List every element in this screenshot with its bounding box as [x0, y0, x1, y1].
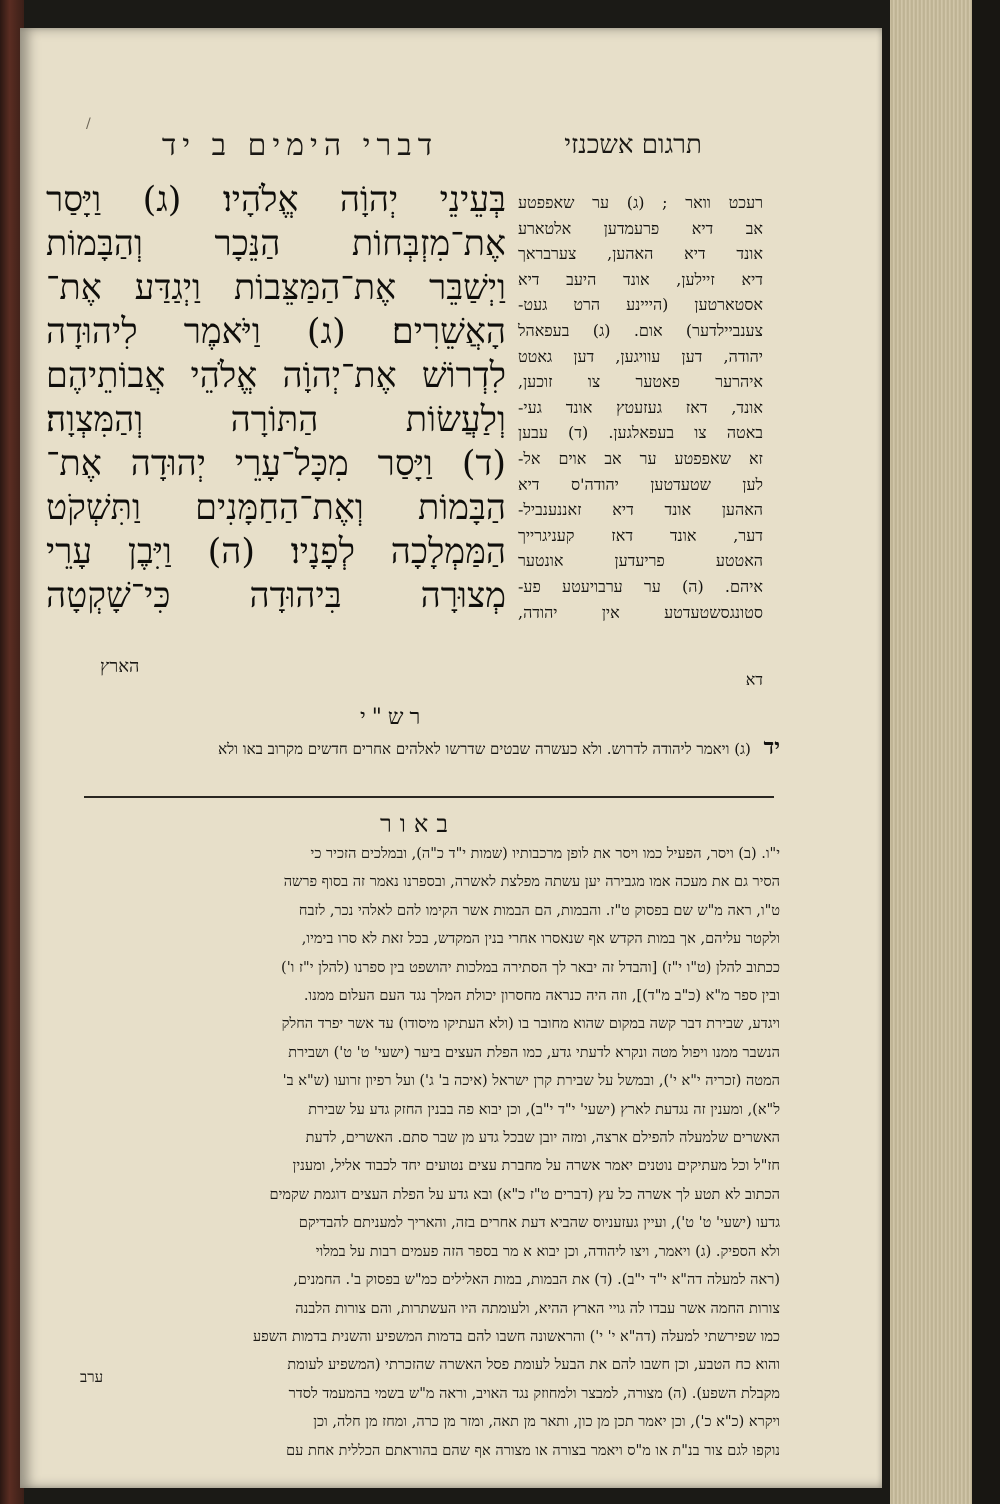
section-divider [84, 796, 774, 798]
targum-line: באטה צו בעפאלגען. (ד) עבען [518, 423, 763, 443]
beur-line: הסיר גם את מעכה אמו מגבירה יען עשתה מפלצת לאשרה, ובספרנו נאמר זה בסוף פרשה [283, 874, 780, 891]
targum-line: איהרער פאטער צו זוכען, [518, 372, 763, 392]
beur-line: האשרים שלמעלה להפילם ארצה, ומזה יובן שבכל גדע מן שבר סתם. האשרים, לדעת [305, 1130, 780, 1147]
scripture-line: מְצוּרָה בִּיהוּדָה כִּי־שָׁקְטָה [46, 576, 506, 616]
targum-line: רעכט וואר ; (ג) ער שאפפטע [518, 193, 763, 212]
pencil-mark: / [86, 116, 91, 132]
beur-line: והוא כח הטבע, וכן חשבו להם את הבעל לעומת פסל האשרה שהזכרתי (המשפיע לעומת [287, 1357, 780, 1374]
targum-column [518, 190, 763, 625]
beur-line: כמו שפירשתי למעלה (דה"א י' י') והראשונה חשבו להם בדמות המשפיע והשנית בדמות השפע [252, 1328, 780, 1345]
beur-line: צורות החמה אשר עבדו לה גויי הארץ ההיא, ולעומתה היו העשתרות, והם צורות הלבנה [295, 1300, 780, 1317]
beur-line: ולא הספיק. (ג) ויאמר, ויצו ליהודה, וכן יבוא א מר בספר הזה פעמים רבות על במלוי [315, 1243, 780, 1260]
beur-line: (ראה למעלה דה"א י"ד י"ב). (ד) את הבמות, במות האלילים כמ"ש בפסוק ב'. החמנים, [293, 1272, 780, 1289]
beur-line: חז"ל וכל מעתיקים נוטנים יאמר אשרה על מחברת עצים נטועים יחד לכבוד אליל, ומענין [292, 1158, 780, 1175]
beur-line: ולקטר עליהם, אך במות הקדש אף שנאסרו אחרי בנין המקדש, בכל זאת לא סרו בימיו, [301, 931, 780, 948]
scripture-line: הַמַּמְלָכָה לְפָנָיו׃ (ה) וַיִּבֶן עָרֵי [46, 532, 506, 572]
beur-commentary [80, 840, 780, 1465]
book-background [972, 0, 1000, 1504]
targum-line: האהען אונד דיא זאננענביל- [518, 500, 763, 520]
running-head-title: דברי הימים ב יד [161, 128, 439, 163]
scripture-line: אֶת־מִזְבְּחוֹת הַנֵּכָר וְהַבָּמוֹת [46, 224, 506, 264]
rashi-heading: רש"י [360, 705, 427, 730]
targum-line: יהודה, דען עוויגען, דען גאטט [518, 346, 763, 366]
rashi-chapter-number: יד [763, 734, 780, 760]
beur-line: ויקרא (כ"א כ'), וכן יאמר תכן מן כון, ותאר מן תאה, ומזר מן כרה, ומחז מן חלה, וכן [313, 1414, 780, 1431]
scripture-line: הַבָּמוֹת וְאֶת־הַחַמָּנִים וַתִּשְׁקֹט [46, 488, 506, 528]
scripture-line: לִדְרוֹשׁ אֶת־יְהוָֹה אֱלֹהֵי אֲבוֹתֵיהֶם [46, 356, 506, 396]
beur-line: ויגדע, שבירת דבר קשה במקום שהוא מחובר בו (ולא העתיקו מיסודו) עד אשר יפרד החלק [281, 1016, 780, 1033]
targum-line: אונד דיא האהען, צערבראך [518, 244, 763, 264]
scripture-line: בְּעֵינֵי יְהוָֹה אֱלֹהָיו׃ (ג) וַיָּסַר [46, 180, 506, 220]
beur-line: הנשבר ממנו ויפול מטה ונקרא לדעתי גדע, כמו הפלת העצים ביער (ישעי' ט' ט') ושבירת [288, 1044, 780, 1061]
beur-line: המטה (זכריה י"א י'), ובמשל על שבירת קרן ישראל (איכה ב' ג') ועל רפיון זרועו (ש"א ב' [282, 1073, 780, 1090]
book-page [20, 28, 882, 1488]
beur-line: נוקפו לגם צור בנ"ת או מ"ס ויאמר בצורה או מצורה אף שהם בהוראתם הכללית אחת עם [286, 1442, 780, 1459]
scripture-line: (ד) וַיָּסַר מִכָּל־עָרֵי יְהוּדָה אֶת־ [46, 444, 506, 484]
targum-catchword: דא [745, 670, 763, 689]
scripture-line: הָאֲשֵׁרִים׃ (ג) וַיֹּאמֶר לִיהוּדָה [46, 312, 506, 352]
targum-line: צענביילדער) אום. (ג) בעפאהל [518, 320, 763, 340]
beur-line: ט"ו, ראה מ"ש שם בפסוק ט"ז. והבמות, הם הבמות אשר הקימו להם לאלהי נכר, לזבח [298, 902, 780, 919]
beur-heading: באור [380, 810, 456, 838]
beur-line: גדעו (ישעי' ט' ט'), ועיין געזעניוס שהביא דעת אחרים בזה, והאריך למעניתם להבדיקם [298, 1215, 780, 1232]
beur-line: ככתוב להלן (ט"ו י"ז) [והבדל זה יבאר לך הסתירה במלכות יהושפט בין ספרנו (להלן י"ז ו') [281, 959, 780, 976]
targum-line: האטטע פריעדען אונטער [518, 551, 763, 571]
targum-line: איהם. (ה) ער ערבויעטע פע- [518, 576, 763, 596]
signature-mark: ערב [80, 1368, 104, 1386]
catchword: הארץ [100, 656, 140, 677]
beur-line: י"ו. (ב) ויסר, הפעיל כמו ויסר את לופן מרכבותיו (שמות י"ד כ"ה), ובמלכים הזכיר כי [310, 846, 780, 862]
beur-line: מקבלת השפע). (ה) מצורה, למבצר ולמחוזק נגד האויב, וראה מ"ש בשמי בהמעמד לסדר [288, 1385, 780, 1402]
targum-line: דיא זיילען, אונד היעב דיא [518, 269, 763, 289]
running-head-translation: תרגום אשכנזי [564, 130, 702, 160]
beur-line: ובין ספר מ"א (כ"ב מ"ד)], וזה היה כנראה מחסרון יכולת המלך נגד העם העלום ממנו. [303, 988, 780, 1005]
scripture-text [46, 178, 506, 618]
scripture-line: וַיְשַׁבֵּר אֶת־הַמַּצֵּבוֹת וַיְגַדַּע אֶת־ [46, 268, 506, 308]
targum-line: אונד, דאז געזעטץ אונד געי- [518, 397, 763, 417]
targum-line: סטונגסשטעדטע אין יהודה, [518, 602, 763, 622]
scripture-line: וְלַעֲשׂוֹת הַתּוֹרָה וְהַמִּצְוָה׃ [46, 400, 506, 440]
rashi-commentary [80, 735, 780, 761]
targum-line: דער, אונד דאז קעניגרייך [518, 525, 763, 545]
targum-line: זא שאפפטע ער אב אוים אל- [518, 448, 763, 468]
targum-line: לען שטעדטען יהודה'ס דיא [518, 474, 763, 494]
beur-line: ל"א), ומענין זה נגדעת לארץ (ישעי' י"ד י"ב), וכן יבוא פה בבנין החזק גדע על שבירת [308, 1101, 780, 1118]
beur-line: הכתוב לא תטע לך אשרה כל עץ (דברים ט"ז כ"א) ובא גדע על הפלת העצים דוגמת שקמים [269, 1186, 780, 1203]
targum-line: אב דיא פרעמדען אלטארע [518, 218, 763, 238]
rashi-text: (ג) ויאמר ליהודה לדרוש. ולא כעשרה שבטים שדרשו לאלהים אחרים חדשים מקרוב באו ולא [218, 740, 751, 758]
targum-line: אסטארטען (הייינע הרט געט- [518, 295, 763, 315]
